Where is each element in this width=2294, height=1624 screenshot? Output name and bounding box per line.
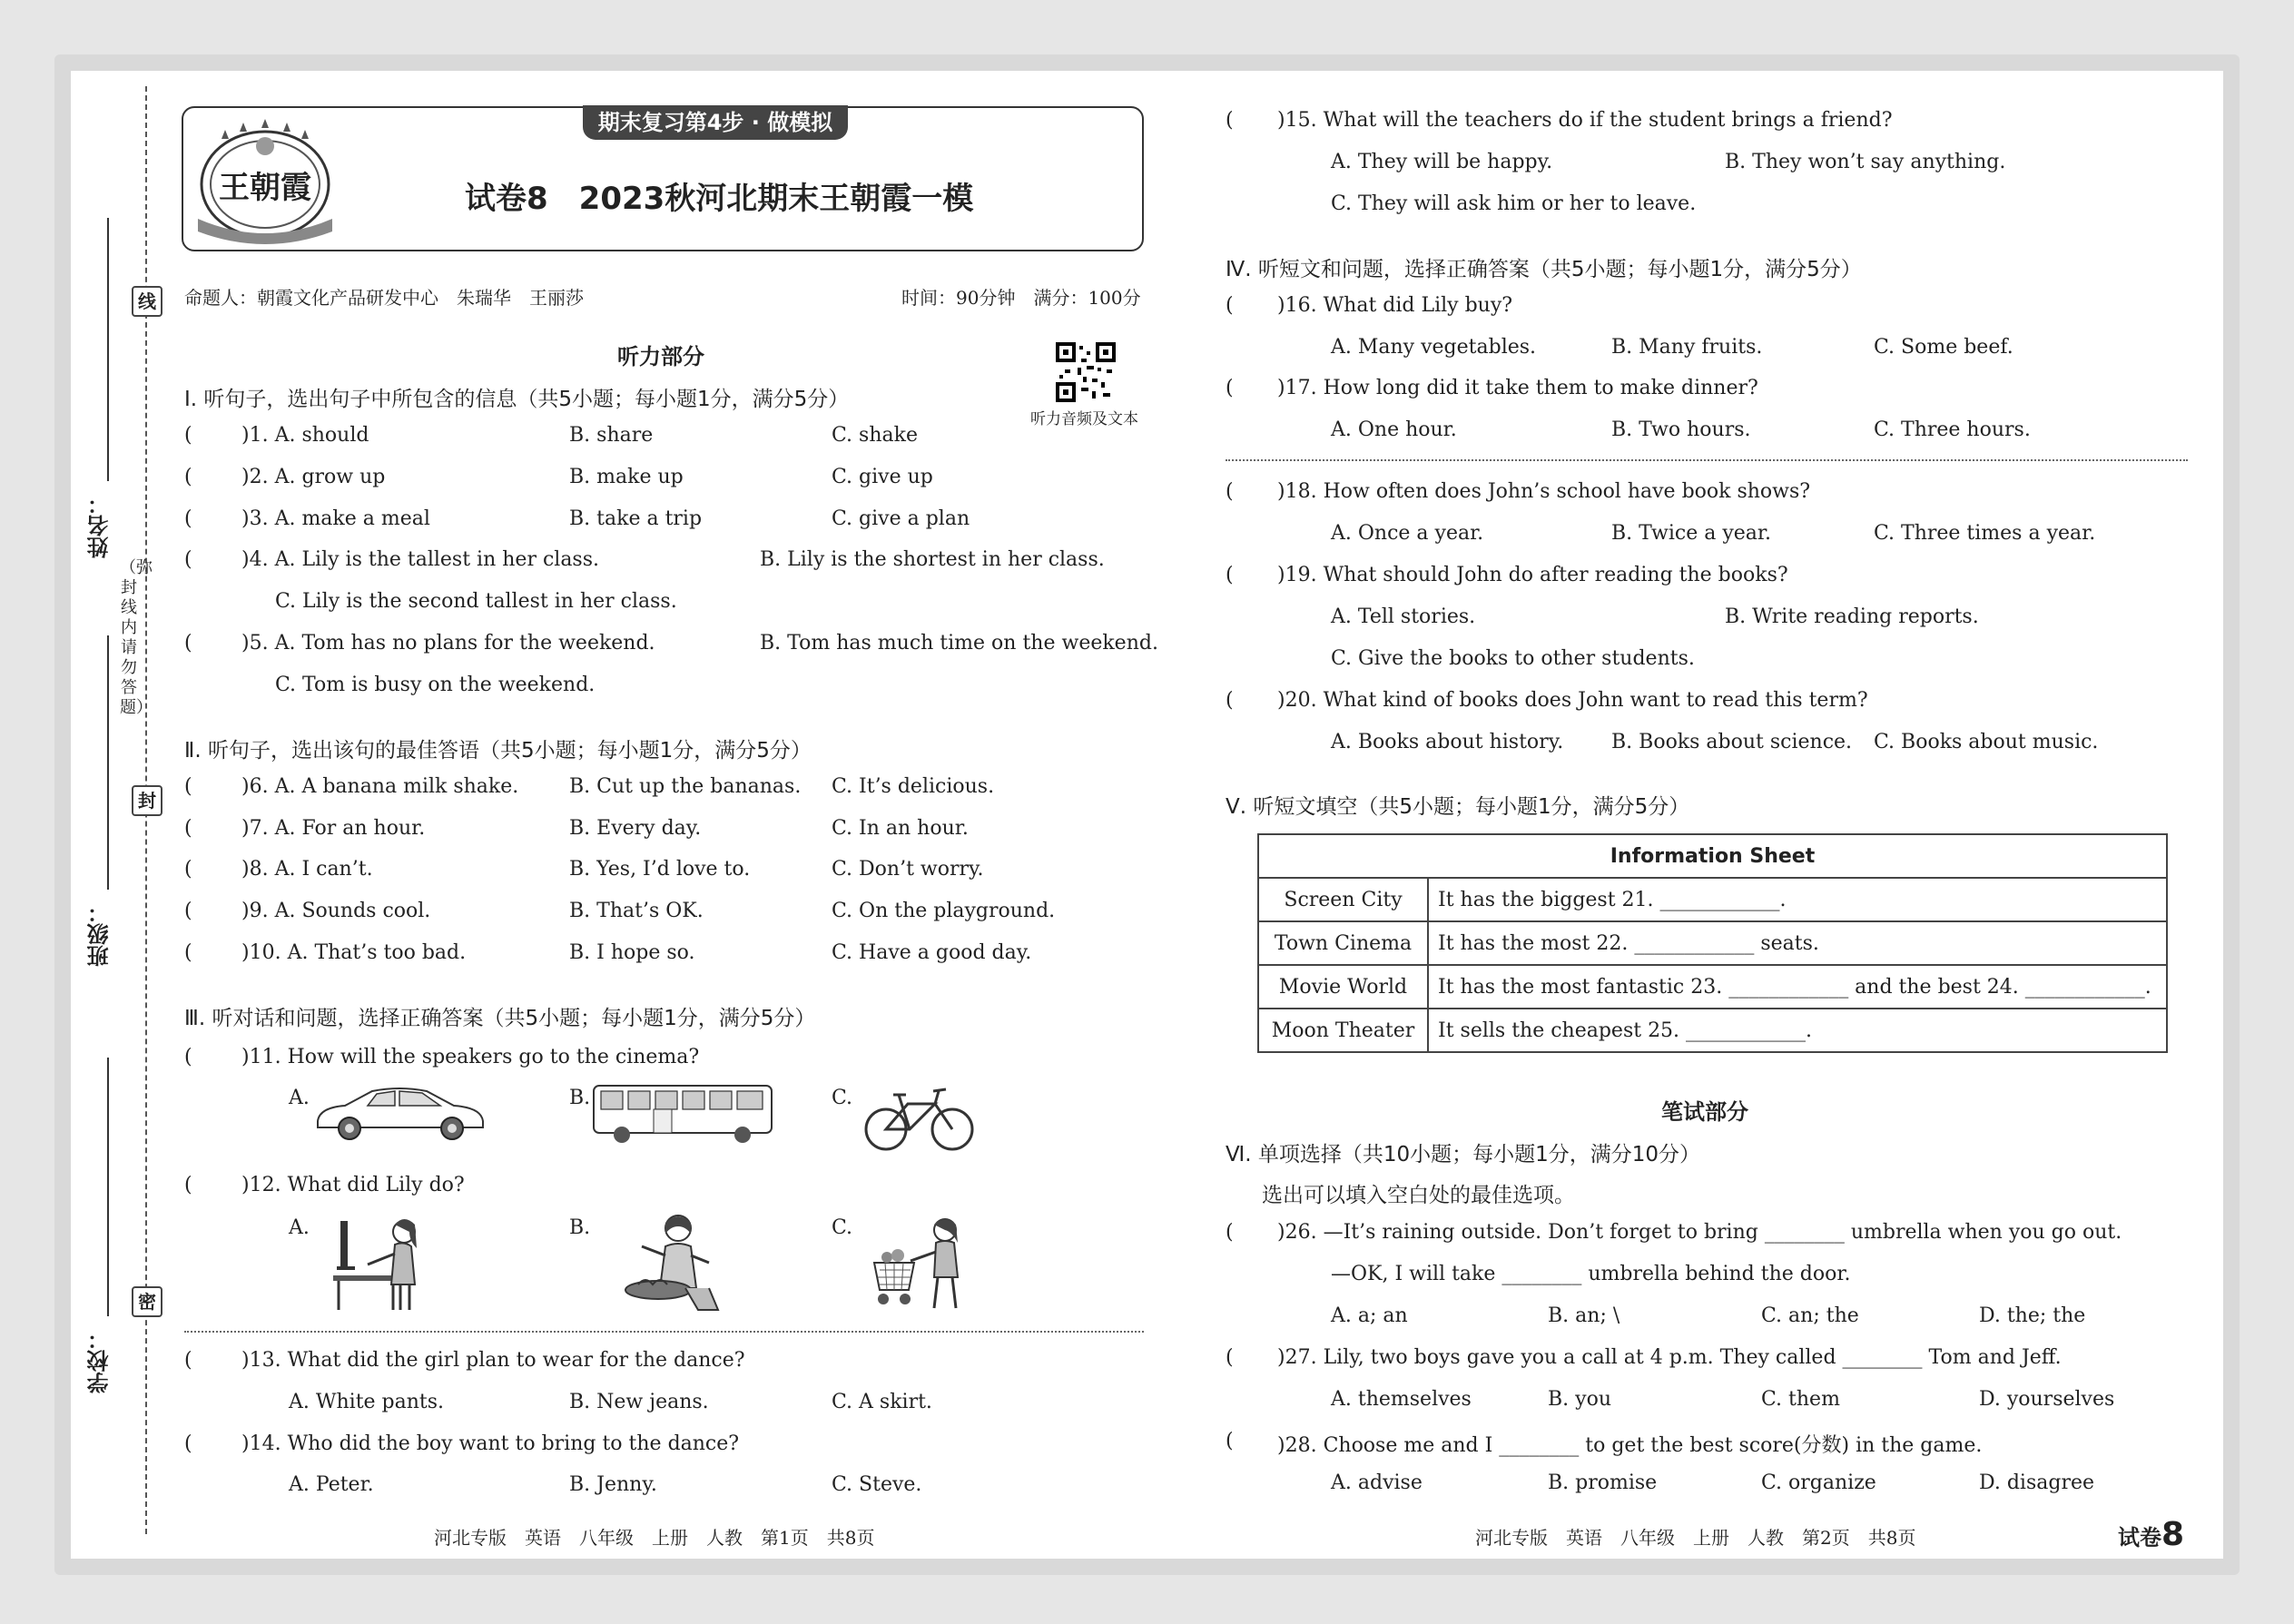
question-2-c: C. give up [832, 466, 933, 488]
school-label: 学校： [87, 1328, 113, 1393]
section-1-heading: Ⅰ. 听句子，选出句子中所包含的信息（共5小题；每小题1分，满分5分） [184, 388, 850, 411]
question-9-b: B. That’s OK. [569, 900, 704, 922]
answer-bracket[interactable]: ( [1226, 689, 1234, 712]
binding-box-line: 线 [132, 286, 162, 317]
question-14-c: C. Steve. [832, 1473, 922, 1496]
question-17-c: C. Three hours. [1874, 418, 2031, 441]
question-16-b: B. Many fruits. [1611, 336, 1763, 359]
table-row [1258, 1009, 2167, 1052]
question-26-b: B. an; \ [1548, 1304, 1620, 1327]
section-6-heading: Ⅵ. 单项选择（共10小题；每小题1分，满分10分） [1226, 1143, 1701, 1166]
name-field[interactable] [107, 218, 109, 481]
place-cell: Screen City [1258, 878, 1428, 921]
question-20-c: C. Books about music. [1874, 731, 2099, 753]
question-6-a: )6. A. A banana milk shake. [241, 775, 519, 798]
question-1-b: B. share [569, 424, 654, 447]
question-26-line2: —OK, I will take ________ umbrella behind the door. [1331, 1263, 1851, 1285]
question-27-a: A. themselves [1331, 1388, 1472, 1411]
qr-code-icon[interactable] [1056, 342, 1116, 402]
question-26-d: D. the; the [1979, 1304, 2086, 1327]
question-15-c: C. They will ask him or her to leave. [1331, 192, 1697, 215]
answer-bracket[interactable]: ( [184, 817, 192, 840]
question-20: )20. What kind of books does John want to read this term? [1277, 689, 1868, 712]
place-cell: Town Cinema [1258, 921, 1428, 965]
paper-number-badge [2118, 1516, 2184, 1553]
question-14-b: B. Jenny. [569, 1473, 657, 1496]
question-10-c: C. Have a good day. [832, 941, 1032, 964]
question-20-a: A. Books about history. [1331, 731, 1564, 753]
answer-bracket[interactable]: ( [184, 1349, 192, 1372]
footer-right: 河北专版 英语 八年级 上册 人教 第2页 共8页 [1475, 1527, 1916, 1549]
question-3-c: C. give a plan [832, 507, 970, 530]
blank-cell[interactable]: It has the most 22. ____________ seats. [1428, 921, 2167, 965]
answer-bracket[interactable]: ( [184, 1046, 192, 1068]
exam-title: 试卷8 2023秋河北期末王朝霞一模 [465, 181, 974, 217]
writing-title: 笔试部分 [1661, 1099, 1748, 1125]
answer-bracket[interactable]: ( [184, 507, 192, 530]
question-18: )18. How often does John’s school have book shows? [1277, 480, 1811, 503]
divider [184, 1331, 1144, 1333]
information-sheet-table [1257, 833, 2168, 1053]
question-18-c: C. Three times a year. [1874, 522, 2096, 545]
authors: 命题人：朝霞文化产品研发中心 朱瑞华 王丽莎 [184, 287, 584, 309]
question-9-c: C. On the playground. [832, 900, 1056, 922]
class-label: 班级： [87, 901, 113, 967]
place-cell: Movie World [1258, 965, 1428, 1009]
table-row [1258, 878, 2167, 921]
question-18-b: B. Twice a year. [1611, 522, 1772, 545]
option-c-label: C. [832, 1216, 853, 1239]
question-27-c: C. them [1761, 1388, 1840, 1411]
question-3-a: )3. A. make a meal [241, 507, 430, 530]
table-row [1258, 965, 2167, 1009]
binding-warning: （弥封线内请勿答题） [120, 558, 153, 717]
answer-bracket[interactable]: ( [184, 424, 192, 447]
question-13-c: C. A skirt. [832, 1391, 932, 1413]
question-8-c: C. Don’t worry. [832, 858, 984, 881]
question-4-b: B. Lily is the shortest in her class. [760, 548, 1105, 571]
question-8-a: )8. A. I can’t. [241, 858, 373, 881]
question-27-d: D. yourselves [1979, 1388, 2115, 1411]
question-20-b: B. Books about science. [1611, 731, 1853, 753]
time-score: 时间：90分钟 满分：100分 [901, 287, 1141, 309]
question-13-a: A. White pants. [289, 1391, 445, 1413]
answer-bracket[interactable]: ( [184, 775, 192, 798]
question-26-a: A. a; an [1331, 1304, 1408, 1327]
question-19-a: A. Tell stories. [1331, 605, 1476, 628]
bus-image[interactable] [590, 1082, 776, 1146]
table-title: Information Sheet [1258, 834, 2167, 878]
girl-cooking-image[interactable] [622, 1212, 726, 1312]
girl-shopping-image[interactable] [867, 1212, 971, 1312]
qr-caption: 听力音频及文本 [1030, 410, 1138, 428]
question-2-a: )2. A. grow up [241, 466, 386, 488]
divider [1226, 459, 2188, 461]
listening-title: 听力部分 [617, 344, 704, 369]
question-14: )14. Who did the boy want to bring to the dance? [241, 1432, 740, 1455]
question-4-a: )4. A. Lily is the tallest in her class. [241, 548, 600, 571]
answer-bracket[interactable]: ( [1226, 564, 1234, 586]
question-17-b: B. Two hours. [1611, 418, 1751, 441]
question-16-c: C. Some beef. [1874, 336, 2013, 359]
question-28-d: D. disagree [1979, 1471, 2095, 1494]
question-28-a: A. advise [1331, 1471, 1423, 1494]
question-16-a: A. Many vegetables. [1331, 336, 1537, 359]
answer-bracket[interactable]: ( [184, 900, 192, 922]
binding-box-seal: 封 [132, 785, 162, 816]
place-cell: Moon Theater [1258, 1009, 1428, 1052]
question-28-c: C. organize [1761, 1471, 1876, 1494]
question-7-a: )7. A. For an hour. [241, 817, 426, 840]
option-b-label: B. [569, 1087, 591, 1109]
answer-bracket[interactable]: ( [184, 466, 192, 488]
question-10-a: )10. A. That’s too bad. [241, 941, 467, 964]
answer-bracket[interactable]: ( [1226, 480, 1234, 503]
binding-box-secret: 密 [132, 1286, 162, 1317]
option-c-label: C. [832, 1087, 853, 1109]
question-28: )28. Choose me and I ________ to get the best score(分数) in the game. [1277, 1434, 1983, 1457]
footer-left: 河北专版 英语 八年级 上册 人教 第1页 共8页 [434, 1527, 875, 1549]
question-27-b: B. you [1548, 1388, 1611, 1411]
class-field[interactable] [107, 635, 109, 890]
question-9-a: )9. A. Sounds cool. [241, 900, 431, 922]
girl-computer-image[interactable] [331, 1212, 436, 1312]
question-5-c: C. Tom is busy on the weekend. [275, 674, 596, 696]
question-2-b: B. make up [569, 466, 684, 488]
question-18-a: A. Once a year. [1331, 522, 1484, 545]
car-image[interactable] [309, 1080, 490, 1144]
question-28-b: B. promise [1548, 1471, 1658, 1494]
question-17: )17. How long did it take them to make dinner? [1277, 377, 1758, 399]
question-7-b: B. Every day. [569, 817, 702, 840]
answer-bracket[interactable]: ( [184, 858, 192, 881]
question-6-b: B. Cut up the bananas. [569, 775, 802, 798]
option-b-label: B. [569, 1216, 591, 1239]
table-row [1258, 921, 2167, 965]
review-step-badge: 期末复习第4步 · 做模拟 [583, 105, 848, 140]
question-17-a: A. One hour. [1331, 418, 1457, 441]
answer-bracket[interactable]: ( [184, 941, 192, 964]
blank-cell[interactable]: It sells the cheapest 25. ____________. [1428, 1009, 2167, 1052]
answer-bracket[interactable]: ( [1226, 294, 1234, 317]
section-2-heading: Ⅱ. 听句子，选出该句的最佳答语（共5小题；每小题1分，满分5分） [184, 739, 812, 763]
question-5-b: B. Tom has much time on the weekend. [760, 632, 1158, 655]
question-12: )12. What did Lily do? [241, 1174, 465, 1196]
blank-cell[interactable]: It has the most fantastic 23. ____________ and the best 24. ____________. [1428, 965, 2167, 1009]
bicycle-image[interactable] [862, 1082, 976, 1155]
question-8-b: B. Yes, I’d love to. [569, 858, 751, 881]
question-1-a: )1. A. should [241, 424, 369, 447]
question-19-b: B. Write reading reports. [1725, 605, 1979, 628]
question-10-b: B. I hope so. [569, 941, 695, 964]
svg-text:王朝霞: 王朝霞 [219, 170, 311, 206]
question-13-b: B. New jeans. [569, 1391, 709, 1413]
answer-bracket[interactable]: ( [184, 632, 192, 655]
section-5-heading: Ⅴ. 听短文填空（共5小题；每小题1分，满分5分） [1226, 795, 1690, 819]
brand-logo [189, 112, 341, 248]
answer-bracket[interactable]: ( [1226, 109, 1234, 132]
answer-bracket[interactable]: ( [1226, 1346, 1234, 1369]
answer-bracket[interactable]: ( [184, 548, 192, 571]
header-box [182, 106, 1144, 251]
option-a-label: A. [289, 1087, 310, 1109]
section-3-heading: Ⅲ. 听对话和问题，选择正确答案（共5小题；每小题1分，满分5分） [184, 1007, 816, 1030]
option-a-label: A. [289, 1216, 310, 1239]
question-19: )19. What should John do after reading the books? [1277, 564, 1788, 586]
question-19-c: C. Give the books to other students. [1331, 647, 1695, 670]
answer-bracket[interactable]: ( [184, 1174, 192, 1196]
name-label: 姓名： [87, 493, 113, 558]
question-16: )16. What did Lily buy? [1277, 294, 1513, 317]
paper-number: 8 [2161, 1516, 2185, 1553]
question-4-c: C. Lily is the second tallest in her class. [275, 590, 677, 613]
question-3-b: B. take a trip [569, 507, 703, 530]
question-7-c: C. In an hour. [832, 817, 969, 840]
question-5-a: )5. A. Tom has no plans for the weekend. [241, 632, 655, 655]
blank-cell[interactable]: It has the biggest 21. ____________. [1428, 878, 2167, 921]
question-27: )27. Lily, two boys gave you a call at 4 p.m. They called ________ Tom and Jeff. [1277, 1346, 2062, 1369]
question-14-a: A. Peter. [289, 1473, 374, 1496]
answer-bracket[interactable]: ( [1226, 1430, 1234, 1452]
paper-label: 试卷 [2118, 1525, 2161, 1550]
section-6-instruction: 选出可以填入空白处的最佳选项。 [1262, 1184, 1575, 1207]
question-1-c: C. shake [832, 424, 918, 447]
answer-bracket[interactable]: ( [1226, 377, 1234, 399]
question-15-b: B. They won’t say anything. [1725, 151, 2006, 173]
question-26: )26. —It’s raining outside. Don’t forget to bring ________ umbrella when you go out. [1277, 1221, 2122, 1244]
answer-bracket[interactable]: ( [1226, 1221, 1234, 1244]
question-26-c: C. an; the [1761, 1304, 1859, 1327]
section-4-heading: Ⅳ. 听短文和问题，选择正确答案（共5小题；每小题1分，满分5分） [1226, 258, 1862, 281]
answer-bracket[interactable]: ( [184, 1432, 192, 1455]
question-13: )13. What did the girl plan to wear for the dance? [241, 1349, 745, 1372]
question-15-a: A. They will be happy. [1331, 151, 1553, 173]
question-6-c: C. It’s delicious. [832, 775, 995, 798]
question-11: )11. How will the speakers go to the cinema? [241, 1046, 700, 1068]
school-field[interactable] [107, 1058, 109, 1316]
question-15: )15. What will the teachers do if the student brings a friend? [1277, 109, 1893, 132]
